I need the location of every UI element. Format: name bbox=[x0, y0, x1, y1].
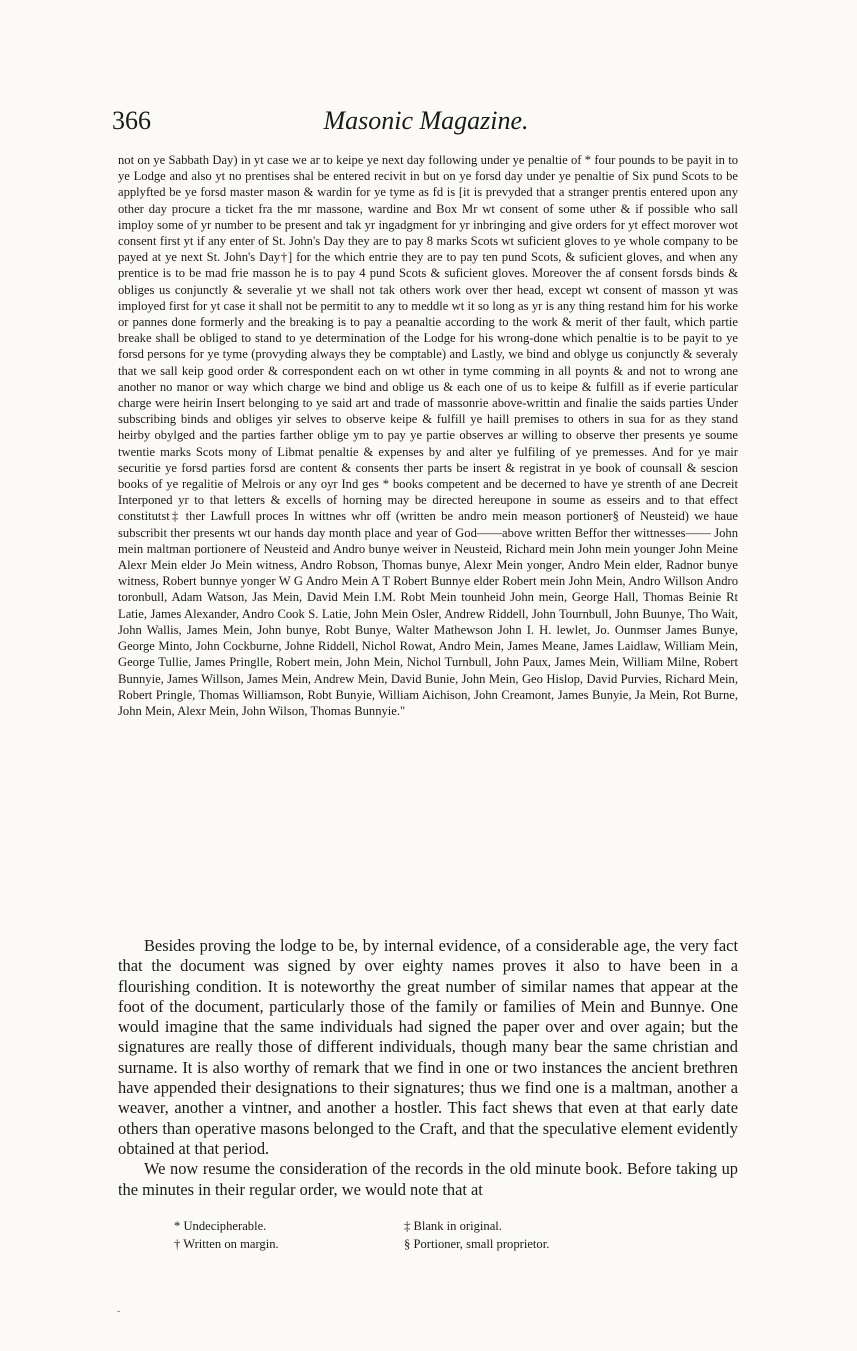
article-body bbox=[118, 936, 738, 1200]
page-header bbox=[112, 106, 740, 146]
body-paragraph-2: We now resume the consideration of the records in the old minute book. Before taking up the minutes in their regular order, we would note that at bbox=[118, 1159, 738, 1199]
quoted-charter bbox=[118, 152, 738, 719]
footnote-blank: ‡ Blank in original. bbox=[404, 1219, 502, 1233]
running-title: Masonic Magazine. bbox=[323, 106, 529, 135]
page-mark: - bbox=[117, 1306, 121, 1317]
footnote-margin: † Written on margin. bbox=[174, 1237, 279, 1251]
footnotes bbox=[174, 1217, 634, 1253]
page-number: 366 bbox=[112, 106, 151, 135]
footnote-undecipherable: * Undecipherable. bbox=[174, 1219, 267, 1233]
footnote-portioner: § Portioner, small proprietor. bbox=[404, 1237, 550, 1251]
body-paragraph-1: Besides proving the lodge to be, by internal evidence, of a considerable age, the very fact that the document was signed by over eighty names proves it also to have been in a flourishing condition. It is noteworthy the great number of similar names that appear at the foot of the document, particularly those of the family or families of Mein and Bunnye. One would imagine that the same individuals had signed the paper over and over again; but the signatures are really those of different individuals, though many bear the same christian and surname. It is also worthy of remark that we find in one or two instances the ancient brethren have appended their designations to their signatures; thus we find one is a maltman, another a weaver, another a vintner, and another a hostler. This fact shews that even at that early date others than operative masons belonged to the Craft, and that the speculative element evidently obtained at that period. bbox=[118, 936, 738, 1158]
charter-text: not on ye Sabbath Day) in yt case we ar to keipe ye next day following under ye penaltie of * four pounds to be payit in to ye Lodge and also yt no prentises shal be entered recivit in but on ye forsd day under ye penaltie of Six pund Scots to be applyfted be ye forsd master mason & wardin for ye tyme as fd is [it is prevyded that a stranger prentis entered upon any other day procure a ticket fra the mr massone, wardine and Box Mr wt consent of some uther & if possible who sall imploy some of yr number to be present and tak yr ingadgment for yr inbringing and give orders for yt effect morover wot consent first yt if any enter of St. John's Day they are to pay 8 marks Scots wt suficient gloves to ye whole company to be payed at ye next St. John's Day†] for the which entrie they are to pay ten pund Scots, & suficient gloves, and when any prentice is to be mad frie masson he is to pay 4 pund Scots & suficient gloves. Moreover the af consent forsds binds & obliges us conjunctly & severalie yt we shall not tak others work over ther head, except wt consent of masson yt was imployed first for yt case it shall not be permitit to any to meddle wt it so long as yr is any thing restand him for his worke or pannes done formerly and the breaking is to pay a peanaltie according to the work & merit of ther fault, which partie breake shall be obliged to stand to ye determination of the Lodge for his wrong-done which penaltie is to be payit to ye forsd persons for ye tyme (provyding always they be comptable) and Lastly, we bind and oblyge us conjunctly & severaly that we sall keip good order & correspondent each on wt other in tyme comming in all poynts & and not to wrong ane another no manor or way which charge we bind and oblige us & each one of us to keipe & fulfill as if everie particular charge were heirin Insert belonging to ye said art and trade of massonrie above-writtin and finalie the saids parties Under subscribing binds and obliges yir selves to observe keipe & fulfill ye haill premises to others in sua for as they stand heirby obylged and the parties farther oblige ym to pay ye partie observes ar willing to observe ther presents ye soume twentie marks Scots mony of Libmat penaltie & expenses by and alter ye fulfiling of ye premesses. And for ye mair securitie ye forsd parties forsd are content & consents ther parts be insert & registrat in ye book of counsall & sescion books of ye regalitie of Melrois or any oyr Ind ges * books competent and be decerned to have ye strenth of ane Decreit Interponed yr to that letters & excells of horning may be directed hereupone in soume as esseirs and to that effect constitutst‡ ther Lawfull proces In wittnes whr off (written be andro mein meason portioner§ of Neusteid) we haue subscribit ther presents wt our hands day month place and year of God——above written Beffor ther wittnesses—— John mein maltman portionere of Neusteid and Andro bunye weiver in Neusteid, Richard mein John mein younger John Meine Alexr Mein elder Jo Mein witness, Andro Robson, Thomas bunye, Alexr Mein yonger, Andro Mein elder, Radnor bunye witness, Robert bunnye yonger W G Andro Mein A T Robert Bunnye elder Robert mein John Mein, Andro Willson Andro toronbull, Adam Watson, Jas Mein, David Mein I.M. Robt Mein tounheid John mein, George Hall, Thomas Beinie Rt Latie, James Alexander, Andro Cook S. Latie, John Mein Osler, Andrew Riddell, John Tournbull, John Buunye, Tho Wait, John Wallis, James Mein, John bunye, Robt Bunye, Walter Mathewson John I. H. lewlet, Jo. Ounmser James Bunye, George Minto, John Cockburne, Johne Riddell, Nichol Rowat, Andro Mein, James Meane, James Laidlaw, William Mein, George Tullie, James Pringlle, Robert mein, John Mein, Nichol Turnbull, John Paux, James Mein, William Milne, Robert Bunnyie, James Willson, James Mein, Andrew Mein, David Bunie, John Mein, Geo Hislop, David Purvies, Richard Mein, Robert Pringle, Thomas Williamson, Robt Bunyie, William Aichison, John Creamont, James Bunyie, Ja Mein, Rot Burne, John Mein, Alexr Mein, John Wilson, Thomas Bunnyie." bbox=[118, 153, 738, 718]
